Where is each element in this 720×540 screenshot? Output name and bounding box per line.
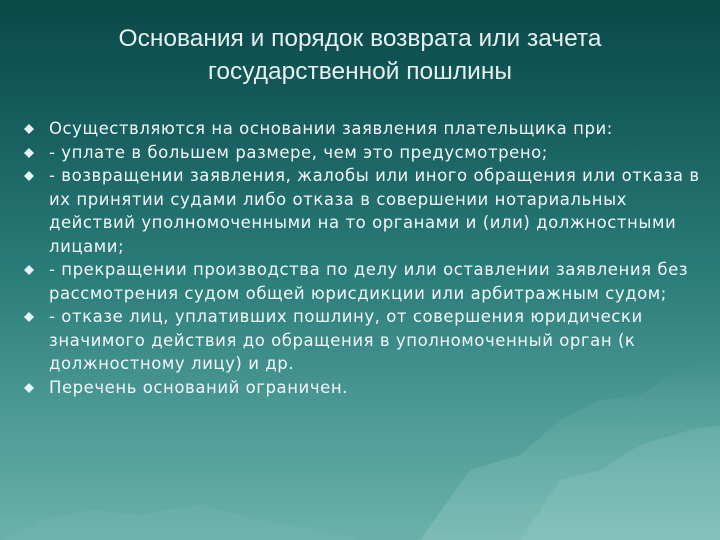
bullet-text: - возвращении заявления, жалобы или иного обращения или отказа в их принятии судами либо отказа в совершении нотариальных действий уполномоченными на то органами и (или) должностными лицами;: [49, 166, 700, 256]
diamond-bullet-icon: [24, 312, 34, 322]
bullet-item: [22, 258, 702, 305]
bullet-text: Перечень оснований ограничен.: [49, 377, 348, 397]
bullet-item: [22, 141, 702, 165]
diamond-bullet-icon: [24, 124, 34, 134]
bullet-item: [22, 376, 702, 400]
title-line: Основания и порядок возврата или зачета: [118, 25, 602, 52]
bullet-item: [22, 305, 702, 376]
bullet-item: [22, 117, 702, 141]
diamond-bullet-icon: [24, 265, 34, 275]
diamond-bullet-icon: [24, 171, 34, 181]
title-line: государственной пошлины: [208, 58, 512, 85]
bullet-text: - уплате в большем размере, чем это предусмотрено;: [49, 142, 548, 162]
bullet-text: - прекращении производства по делу или оставлении заявления без рассмотрения судом общей юрисдикции или арбитражным судом;: [49, 260, 689, 303]
bullet-item: [22, 164, 702, 258]
diamond-bullet-icon: [24, 383, 34, 393]
diamond-bullet-icon: [24, 148, 34, 158]
bullet-text: - отказе лиц, уплативших пошлину, от совершения юридически значимого действия до обращения в уполномоченный орган (к должностному лицу) и др.: [49, 307, 643, 373]
bullet-text: Осуществляются на основании заявления плательщика при:: [49, 119, 613, 138]
slide-title: [40, 22, 680, 88]
bullet-list: [22, 117, 702, 399]
